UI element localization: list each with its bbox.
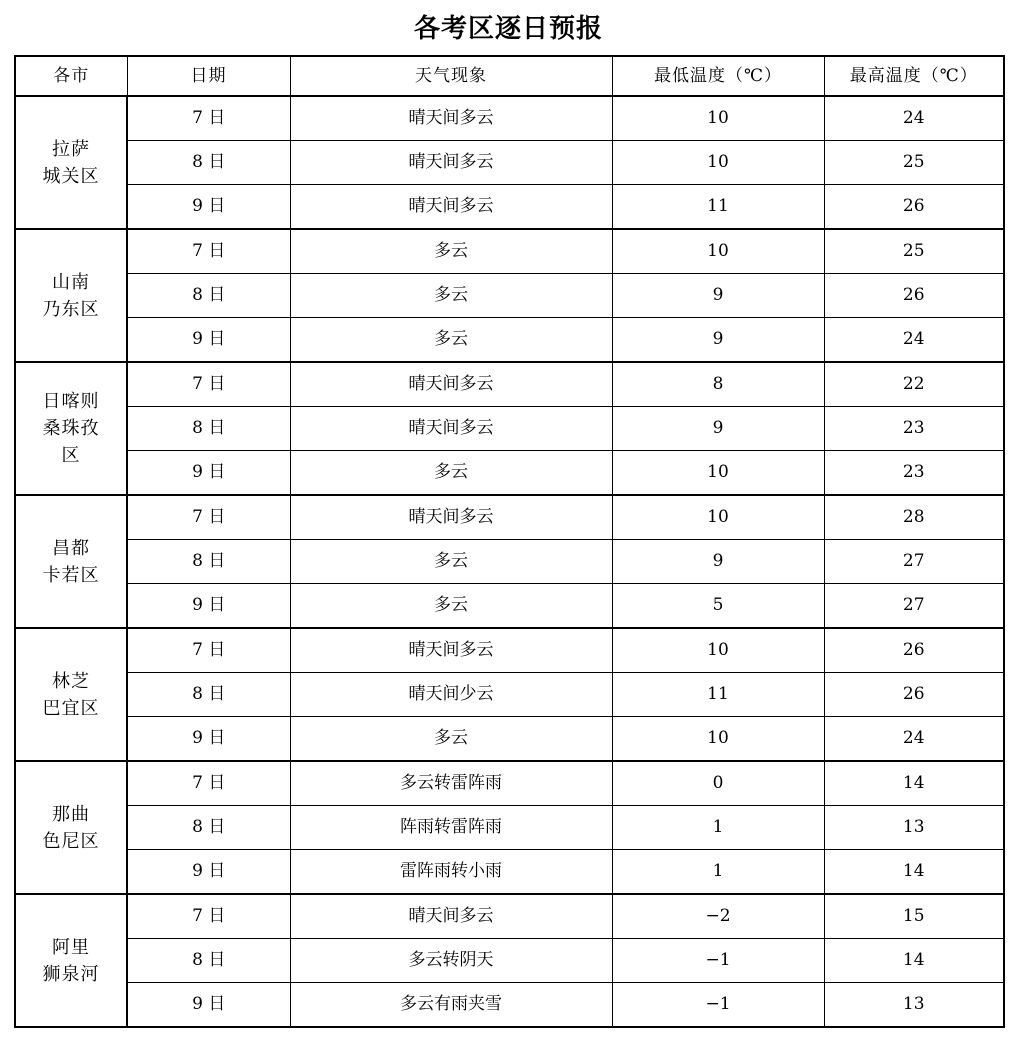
weather-cell: 晴天间多云 [290,141,612,185]
max-temp-cell: 14 [824,850,1004,895]
min-temp-cell: 10 [612,628,824,673]
table-row [15,894,1004,939]
date-cell: 7 日 [127,894,290,939]
date-cell: 9 日 [127,983,290,1028]
min-temp-cell: 0 [612,761,824,806]
max-temp-cell: 27 [824,540,1004,584]
date-cell: 8 日 [127,939,290,983]
date-cell: 7 日 [127,495,290,540]
weather-cell: 晴天间多云 [290,894,612,939]
max-temp-cell: 27 [824,584,1004,629]
min-temp-cell: 11 [612,185,824,230]
table-row [15,318,1004,363]
table-row [15,185,1004,230]
max-temp-cell: 14 [824,761,1004,806]
max-temp-cell: 26 [824,274,1004,318]
table-header [15,56,1004,96]
city-cell: 山南 乃东区 [15,229,127,362]
min-temp-cell: 1 [612,806,824,850]
max-temp-cell: 13 [824,983,1004,1028]
weather-cell: 阵雨转雷阵雨 [290,806,612,850]
max-temp-cell: 22 [824,362,1004,407]
max-temp-cell: 25 [824,141,1004,185]
min-temp-cell: 10 [612,451,824,496]
date-cell: 8 日 [127,141,290,185]
forecast-table [14,55,1005,1028]
weather-cell: 晴天间多云 [290,96,612,141]
table-row [15,362,1004,407]
table-row [15,451,1004,496]
max-temp-cell: 13 [824,806,1004,850]
min-temp-cell: −2 [612,894,824,939]
min-temp-cell: 1 [612,850,824,895]
table-row [15,229,1004,274]
date-cell: 7 日 [127,362,290,407]
table-row [15,717,1004,762]
table-row [15,141,1004,185]
table-row [15,96,1004,141]
weather-cell: 多云 [290,451,612,496]
min-temp-cell: 10 [612,229,824,274]
weather-cell: 多云 [290,540,612,584]
city-cell: 那曲 色尼区 [15,761,127,894]
date-cell: 9 日 [127,451,290,496]
date-cell: 7 日 [127,229,290,274]
min-temp-cell: −1 [612,939,824,983]
max-temp-cell: 15 [824,894,1004,939]
city-cell: 拉萨 城关区 [15,96,127,229]
max-temp-cell: 23 [824,451,1004,496]
max-temp-cell: 24 [824,717,1004,762]
date-cell: 9 日 [127,318,290,363]
weather-cell: 多云 [290,274,612,318]
date-cell: 7 日 [127,761,290,806]
date-cell: 8 日 [127,540,290,584]
column-header-weather: 天气现象 [290,56,612,96]
weather-cell: 多云 [290,318,612,363]
weather-cell: 多云 [290,584,612,629]
table-row [15,850,1004,895]
date-cell: 9 日 [127,185,290,230]
weather-cell: 晴天间多云 [290,362,612,407]
column-header-min-temp: 最低温度（℃） [612,56,824,96]
min-temp-cell: −1 [612,983,824,1028]
column-header-date: 日期 [127,56,290,96]
min-temp-cell: 9 [612,318,824,363]
min-temp-cell: 10 [612,495,824,540]
weather-cell: 晴天间少云 [290,673,612,717]
table-row [15,939,1004,983]
city-cell: 林芝 巴宜区 [15,628,127,761]
min-temp-cell: 10 [612,717,824,762]
table-row [15,628,1004,673]
min-temp-cell: 11 [612,673,824,717]
table-row [15,540,1004,584]
date-cell: 7 日 [127,96,290,141]
max-temp-cell: 24 [824,96,1004,141]
city-cell: 日喀则 桑珠孜 区 [15,362,127,495]
date-cell: 9 日 [127,584,290,629]
table-row [15,495,1004,540]
weather-cell: 晴天间多云 [290,407,612,451]
max-temp-cell: 24 [824,318,1004,363]
weather-cell: 多云 [290,717,612,762]
table-row [15,761,1004,806]
min-temp-cell: 8 [612,362,824,407]
table-row [15,983,1004,1028]
table-row [15,584,1004,629]
min-temp-cell: 10 [612,96,824,141]
weather-cell: 晴天间多云 [290,185,612,230]
min-temp-cell: 9 [612,540,824,584]
date-cell: 8 日 [127,407,290,451]
weather-cell: 晴天间多云 [290,628,612,673]
date-cell: 8 日 [127,806,290,850]
max-temp-cell: 28 [824,495,1004,540]
min-temp-cell: 9 [612,407,824,451]
weather-cell: 多云有雨夹雪 [290,983,612,1028]
weather-cell: 多云转阴天 [290,939,612,983]
date-cell: 9 日 [127,717,290,762]
min-temp-cell: 10 [612,141,824,185]
max-temp-cell: 26 [824,185,1004,230]
date-cell: 8 日 [127,274,290,318]
city-cell: 阿里 狮泉河 [15,894,127,1027]
table-row [15,274,1004,318]
date-cell: 8 日 [127,673,290,717]
column-header-city: 各市 [15,56,127,96]
city-cell: 昌都 卡若区 [15,495,127,628]
table-body [15,96,1004,1027]
min-temp-cell: 5 [612,584,824,629]
max-temp-cell: 23 [824,407,1004,451]
table-row [15,673,1004,717]
page-title: 各考区逐日预报 [413,14,603,44]
table-row [15,407,1004,451]
max-temp-cell: 14 [824,939,1004,983]
date-cell: 7 日 [127,628,290,673]
table-row [15,806,1004,850]
weather-cell: 多云转雷阵雨 [290,761,612,806]
max-temp-cell: 26 [824,628,1004,673]
max-temp-cell: 26 [824,673,1004,717]
weather-cell: 多云 [290,229,612,274]
min-temp-cell: 9 [612,274,824,318]
weather-cell: 雷阵雨转小雨 [290,850,612,895]
column-header-max-temp: 最高温度（℃） [824,56,1004,96]
max-temp-cell: 25 [824,229,1004,274]
table-header-row [15,56,1004,96]
date-cell: 9 日 [127,850,290,895]
weather-cell: 晴天间多云 [290,495,612,540]
